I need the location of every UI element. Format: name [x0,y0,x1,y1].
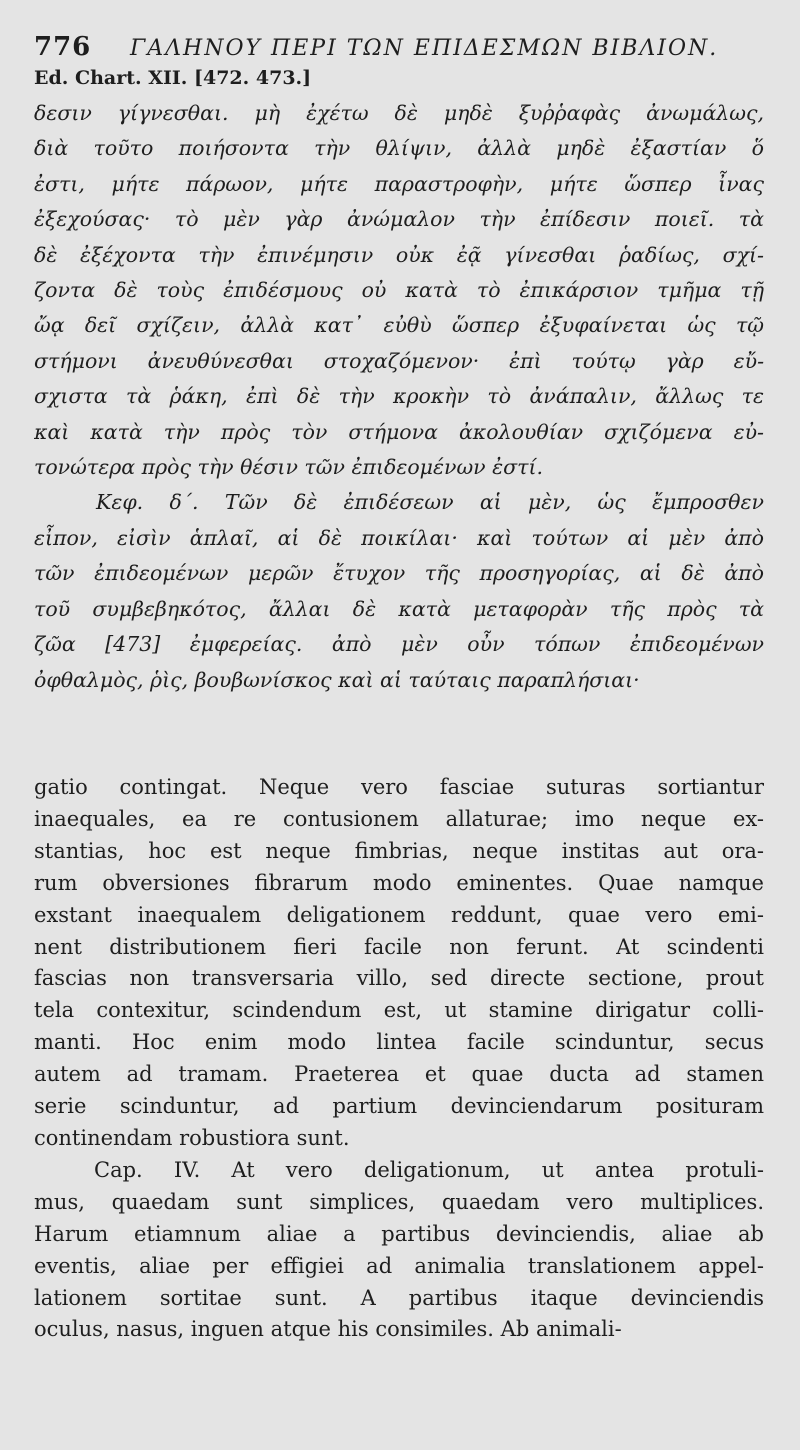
greek-text-line: εἶπον, εἰσὶν ἁπλαῖ, αἱ δὲ ποικίλαι· καὶ τούτων αἱ μὲν ἀπὸ [34,525,764,550]
greek-text-line: καὶ κατὰ τὴν πρὸς τὸν στήμονα ἀκολουθίαν σχιζόμενα εὐ- [34,419,764,444]
latin-text-line: autem ad tramam. Praeterea et quae ducta ad stamen [34,1062,764,1087]
greek-text-line: δὲ ἐξέχοντα τὴν ἐπινέμησιν οὐκ ἐᾷ γίνεσθαι ῥαδίως, σχί- [34,242,764,267]
latin-text-line: continendam robustiora sunt. [34,1125,350,1150]
latin-text-line: nent distributionem fieri facile non ferunt. At scindenti [34,934,764,959]
greek-text-line: σχιστα τὰ ῥάκη, ἐπὶ δὲ τὴν κροκὴν τὸ ἀνάπαλιν, ἄλλως τε [34,384,764,409]
latin-text-line: Harum etiamnum aliae a partibus devinciendis, aliae ab [34,1221,764,1246]
greek-text-line: τῶν ἐπιδεομένων μερῶν ἔτυχον τῆς προσηγορίας, αἱ δὲ ἀπὸ [34,561,764,586]
greek-text-line: διὰ τοῦτο ποιήσοντα τὴν θλίψιν, ἀλλὰ μηδὲ ἐξαστίαν ὅ [34,136,764,161]
edition-reference: Ed. Chart. XII. [472. 473.] [34,67,312,89]
greek-text-line: στήμονι ἀνευθύνεσθαι στοχαζόμενον· ἐπὶ τούτῳ γὰρ εὔ- [34,348,764,373]
greek-text-line: ὤᾳ δεῖ σχίζειν, ἀλλὰ κατ᾽ εὐθὺ ὥσπερ ἐξυφαίνεται ὡς τῷ [34,313,764,338]
greek-text-line: ζῶα [473] ἐμφερείας. ἀπὸ μὲν οὖν τόπων ἐπιδεομένων [34,632,764,657]
page-header [34,30,764,64]
greek-text-line: Κεφ. δ΄. Τῶν δὲ ἐπιδέσεων αἱ μὲν, ὡς ἔμπροσθεν [96,490,764,515]
greek-text-line: δεσιν γίγνεσθαι. μὴ ἐχέτω δὲ μηδὲ ξυῤῥαφὰς ἀνωμάλως, [34,101,764,125]
latin-text-line: manti. Hoc enim modo lintea facile scinduntur, secus [34,1030,764,1055]
latin-text-line: mus, quaedam sunt simplices, quaedam vero multiplices. [34,1189,764,1214]
latin-text-line: eventis, aliae per effigiei ad animalia translationem appel- [34,1253,764,1278]
greek-text-line: ἐξεχούσας· τὸ μὲν γὰρ ἀνώμαλον τὴν ἐπίδεσιν ποιεῖ. τὰ [34,207,764,232]
latin-text-line: fascias non transversaria villo, sed directe sectione, prout [34,966,764,991]
latin-text-line: serie scinduntur, ad partium devinciendarum posituram [34,1094,764,1119]
greek-text-line: ἐστι, μήτε πάρωον, μήτε παραστροφὴν, μήτε ὥσπερ ἶνας [34,171,764,196]
latin-text-line: rum obversiones fibrarum modo eminentes. Quae namque [34,870,764,895]
latin-text-line: oculus, nasus, inguen atque his consimiles. Ab animali- [34,1317,622,1342]
latin-text-line: stantias, hoc est neque fimbrias, neque institas aut ora- [34,838,764,863]
latin-text-line: gatio contingat. Neque vero fasciae suturas sortiantur [34,775,764,799]
latin-text-line: tela contexitur, scindendum est, ut stamine dirigatur colli- [34,998,764,1023]
running-title: ΓΑΛΗΝΟΥ ΠΕΡΙ ΤΩΝ ΕΠΙΔΕΣΜΩΝ ΒΙΒΛΙΟΝ. [130,36,719,61]
latin-text-line: inaequales, ea re contusionem allaturae; imo neque ex- [34,806,764,831]
greek-text-line: ὀφθαλμὸς, ῥὶς, βουβωνίσκος καὶ αἱ ταύταις παραπλήσιαι· [34,667,640,692]
latin-text-line: Cap. IV. At vero deligationum, ut antea protuli- [94,1157,764,1182]
greek-text-line: τοῦ συμβεβηκότος, ἄλλαι δὲ κατὰ μεταφορὰν τῆς πρὸς τὰ [34,596,764,621]
latin-text-line: lationem sortitae sunt. A partibus itaque devinciendis [34,1285,764,1310]
page-number: 776 [34,32,92,62]
greek-text-line: ζοντα δὲ τοὺς ἐπιδέσμους οὐ κατὰ τὸ ἐπικάρσιον τμῆμα τῇ [34,278,764,303]
greek-text-block [34,96,764,698]
greek-text-line: τονώτερα πρὸς τὴν θέσιν τῶν ἐπιδεομένων ἐστί. [34,455,544,480]
latin-text-line: exstant inaequalem deligationem reddunt, quae vero emi- [34,902,764,927]
latin-text-block [34,772,764,1346]
